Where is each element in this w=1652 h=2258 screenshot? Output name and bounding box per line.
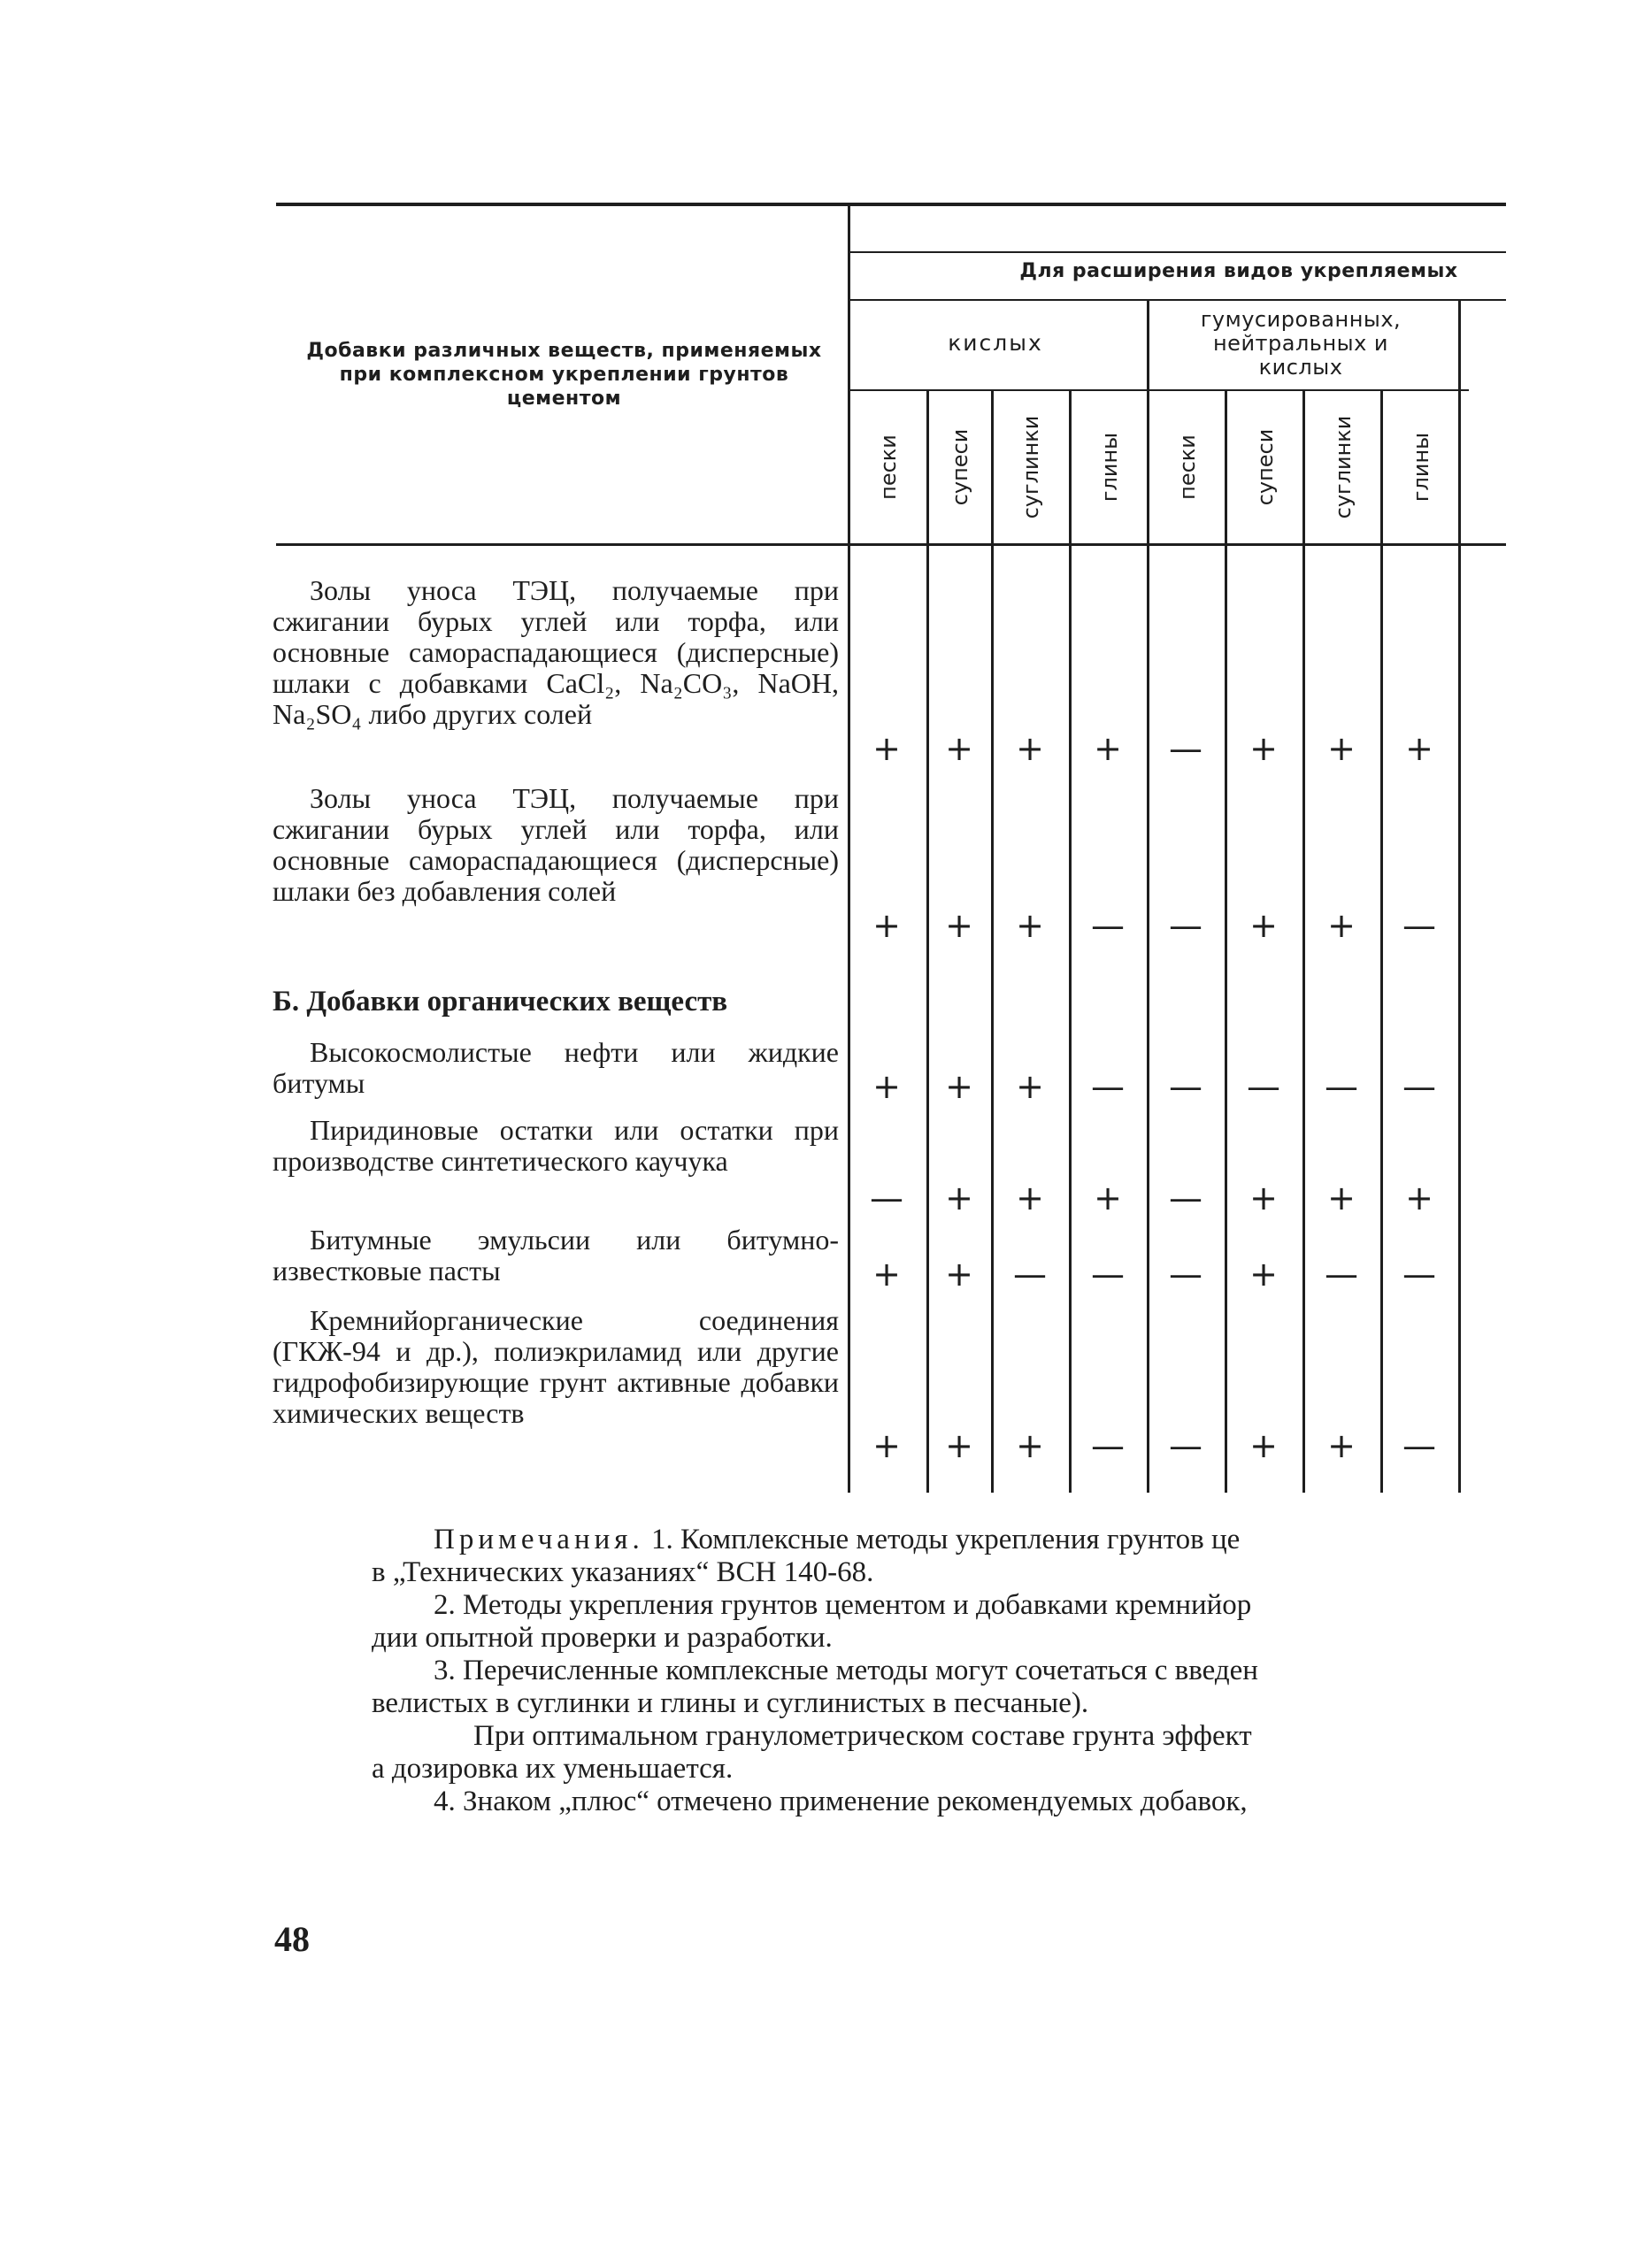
col-head-sand: пески: [876, 434, 901, 500]
table-cell-mark: +: [872, 906, 901, 945]
section-title: Б. Добавки органических веществ: [273, 986, 728, 1018]
table-cell-mark: +: [872, 729, 901, 768]
col-head-loam: суглинки: [1331, 415, 1356, 519]
col-head-loam: суглинки: [1018, 415, 1043, 519]
table-cell-mark: +: [1327, 729, 1356, 768]
table-cell-mark: +: [1016, 729, 1044, 768]
note-3a: 3. Перечисленные комплексные методы могут сочетаться с введен: [434, 1655, 1258, 1686]
table-cell-mark: —: [1247, 1067, 1280, 1106]
table-cell-mark: —: [1091, 1426, 1125, 1465]
table-cell-mark: —: [1013, 1255, 1047, 1294]
note-1b: в „Технических указаниях“ ВСН 140-68.: [372, 1556, 874, 1588]
table-cell-mark: —: [1402, 906, 1436, 945]
table-cell-mark: +: [1016, 1067, 1044, 1106]
note-3b: велистых в суглинки и глины и суглинистых в песчаные).: [372, 1687, 1089, 1719]
table-cell-mark: —: [1169, 1179, 1203, 1217]
notes-label: Примечания.: [434, 1524, 644, 1555]
note-3c: При оптимальном гранулометрическом составе грунта эффект: [473, 1720, 1252, 1752]
table-cell-mark: +: [1016, 1179, 1044, 1217]
table-row-label: Пиридиновые остатки или остатки при производстве синтетического каучука: [273, 1114, 839, 1177]
col-divider: [1380, 389, 1383, 1493]
table-cell-mark: +: [872, 1255, 901, 1294]
table-cell-mark: —: [1402, 1255, 1436, 1294]
page-number: 48: [274, 1919, 310, 1959]
table-row-label: Высокосмолистые нефти или жидкие битумы: [273, 1036, 839, 1099]
col-head-sandy-loam: супеси: [948, 428, 972, 506]
table-cell-mark: +: [1249, 906, 1278, 945]
table-cell-mark: —: [1169, 1067, 1203, 1106]
subgroup-rule: [849, 389, 1469, 391]
col-head-clay: глины: [1409, 432, 1433, 503]
table-cell-mark: —: [1402, 1426, 1436, 1465]
row-header-label: Добавки различных веществ, применяемых при комплексном укреплении грунтов цементом: [306, 340, 822, 410]
col-divider: [848, 205, 850, 1493]
table-cell-mark: +: [1016, 1426, 1044, 1465]
table-cell-mark: +: [1327, 1426, 1356, 1465]
table-cell-mark: —: [1169, 906, 1203, 945]
table-cell-mark: —: [1169, 729, 1203, 768]
col-divider: [1302, 389, 1305, 1493]
table-cell-mark: —: [1091, 1255, 1125, 1294]
col-divider: [1069, 389, 1072, 1493]
table-cell-mark: +: [1094, 729, 1122, 768]
group-header-rule: [849, 251, 1506, 253]
col-head-sandy-loam: супеси: [1253, 428, 1278, 506]
table-cell-mark: +: [1249, 1179, 1278, 1217]
table-cell-mark: +: [1327, 1179, 1356, 1217]
table-cell-mark: —: [1402, 1067, 1436, 1106]
subgroup-acidic: кислых: [948, 330, 1043, 356]
group-subheader-rule: [849, 299, 1506, 301]
note-1a: [434, 1524, 1240, 1556]
table-top-rule: [276, 203, 1506, 206]
col-head-clay: глины: [1097, 432, 1122, 503]
table-cell-mark: +: [945, 729, 973, 768]
table-cell-mark: +: [1249, 729, 1278, 768]
col-divider: [1225, 389, 1227, 1493]
table-cell-mark: —: [1325, 1067, 1358, 1106]
header-bottom-rule: [276, 543, 1506, 546]
table-cell-mark: +: [1405, 729, 1433, 768]
table-cell-mark: +: [945, 906, 973, 945]
table-cell-mark: +: [1405, 1179, 1433, 1217]
table-cell-mark: +: [945, 1255, 973, 1294]
note-1-text: 1. Комплексные методы укрепления грунтов це: [650, 1524, 1241, 1555]
table-cell-mark: +: [945, 1426, 973, 1465]
col-divider: [1458, 301, 1461, 1493]
table-cell-mark: +: [1249, 1255, 1278, 1294]
table-cell-mark: +: [1327, 906, 1356, 945]
table-cell-mark: +: [872, 1067, 901, 1106]
subgroup-humic: гумусированных, нейтральных и кислых: [1200, 307, 1402, 380]
table-cell-mark: +: [945, 1179, 973, 1217]
group-title: Для расширения видов укрепляемых: [1019, 260, 1458, 282]
table-row-label: Кремнийорганические соединения (ГКЖ-94 и др.), полиэкриламид или другие гидрофобизирующие грунт активные добавки химических веществ: [273, 1304, 839, 1429]
table-row-label: Золы уноса ТЭЦ, получаемые при сжигании бурых углей или торфа, или основные самораспадающиеся (дисперсные) шлаки без добавления солей: [273, 782, 839, 907]
note-2b: дии опытной проверки и разработки.: [372, 1622, 833, 1654]
note-2a: 2. Методы укрепления грунтов цементом и добавками кремнийор: [434, 1589, 1252, 1621]
col-divider: [1147, 299, 1149, 1493]
table-cell-mark: —: [1091, 906, 1125, 945]
table-cell-mark: —: [1169, 1255, 1203, 1294]
table-cell-mark: —: [870, 1179, 903, 1217]
table-cell-mark: +: [1094, 1179, 1122, 1217]
note-4: 4. Знаком „плюс“ отмечено применение рекомендуемых добавок,: [434, 1786, 1248, 1817]
table-cell-mark: —: [1325, 1255, 1358, 1294]
table-cell-mark: +: [872, 1426, 901, 1465]
table-row-label: Битумные эмульсии или битумно-известковые пасты: [273, 1224, 839, 1286]
table-cell-mark: —: [1169, 1426, 1203, 1465]
table-cell-mark: +: [945, 1067, 973, 1106]
table-row-label: Золы уноса ТЭЦ, получаемые при сжигании бурых углей или торфа, или основные самораспадающиеся (дисперсные) шлаки с добавками CaCl₂, Na₂CO₃, NaOH, Na₂SO₄ либо других солей: [273, 574, 839, 730]
table-cell-mark: +: [1016, 906, 1044, 945]
col-head-sand: пески: [1175, 434, 1200, 500]
table-cell-mark: +: [1249, 1426, 1278, 1465]
note-3d: а дозировка их уменьшается.: [372, 1753, 734, 1785]
table-cell-mark: —: [1091, 1067, 1125, 1106]
